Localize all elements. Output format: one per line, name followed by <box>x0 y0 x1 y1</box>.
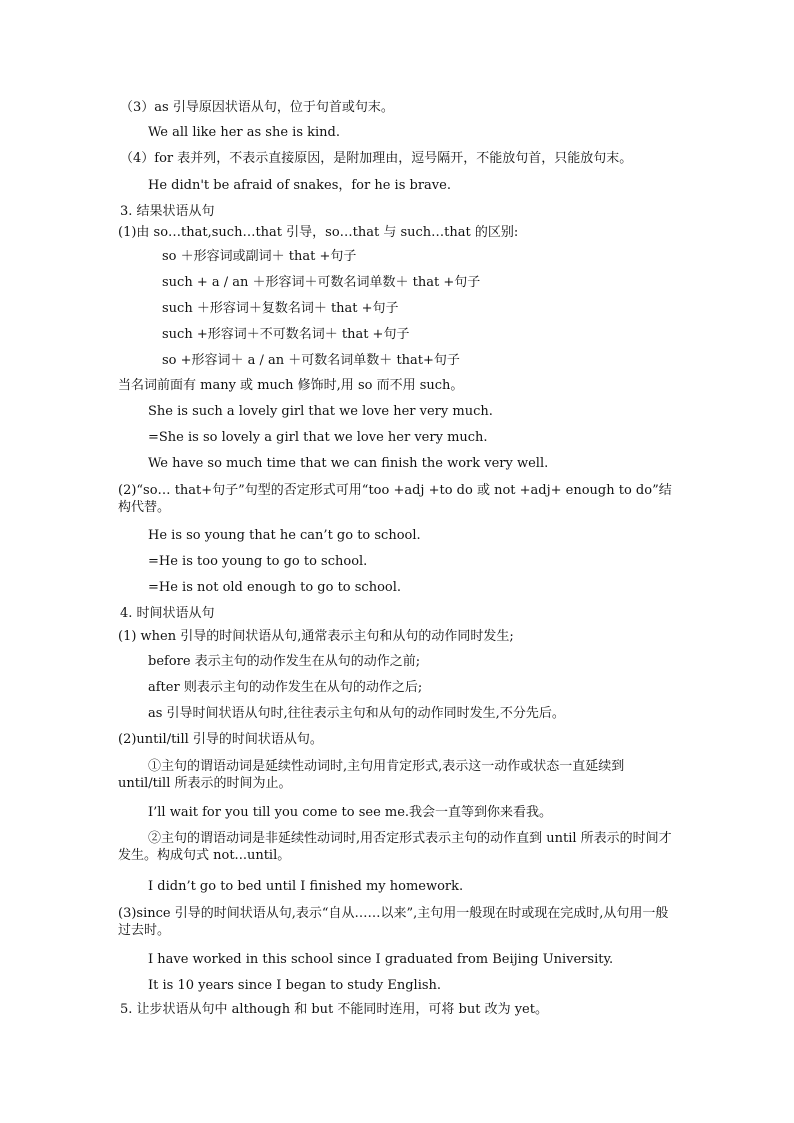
section-heading: 3. 结果状语从句 <box>120 204 215 219</box>
text-paragraph: (3)since 引导的时间状语从句,表示“自从……以来”,主句用一般现在时或现在完成时,从句用一般过去时。 <box>118 906 669 938</box>
example-sentence: We all like her as she is kind. <box>148 125 341 140</box>
example-sentence: I have worked in this school since I graduated from Beijing University. <box>148 952 614 967</box>
text-line: 当名词前面有 many 或 much 修饰时,用 so 而不用 such。 <box>118 378 464 393</box>
section-heading: 5. 让步状语从句中 although 和 but 不能同时连用，可将 but 改为 yet。 <box>120 1002 548 1017</box>
text-line: (2)until/till 引导的时间状语从句。 <box>118 732 323 747</box>
text-line: (1) when 引导的时间状语从句,通常表示主句和从句的动作同时发生; <box>118 629 514 644</box>
example-sentence: =He is not old enough to go to school. <box>148 580 402 595</box>
formula-line: such +形容词＋不可数名词＋ that +句子 <box>162 327 410 342</box>
example-sentence: I’ll wait for you till you come to see me.我会一直等到你来看我。 <box>148 805 553 820</box>
example-sentence: He is so young that he can’t go to school. <box>148 528 421 543</box>
text-line: （4）for 表并列，不表示直接原因，是附加理由，逗号隔开，不能放句首，只能放句末。 <box>120 151 633 166</box>
text-line: （3）as 引导原因状语从句，位于句首或句末。 <box>120 100 394 115</box>
text-paragraph: ②主句的谓语动词是非延续性动词时,用否定形式表示主句的动作直到 until 所表示的时间才发生。构成句式 not...until。 <box>118 831 672 863</box>
example-sentence: =He is too young to go to school. <box>148 554 368 569</box>
text-line: before 表示主句的动作发生在从句的动作之前; <box>148 654 421 669</box>
example-sentence: He didn't be afraid of snakes，for he is brave. <box>148 178 451 193</box>
example-sentence: I didn’t go to bed until I finished my homework. <box>148 879 464 894</box>
formula-line: such ＋形容词＋复数名词＋ that +句子 <box>162 301 399 316</box>
example-sentence: It is 10 years since I began to study English. <box>148 978 442 993</box>
text-paragraph: ①主句的谓语动词是延续性动词时,主句用肯定形式,表示这一动作或状态一直延续到 until/till 所表示的时间为止。 <box>118 759 625 791</box>
text-line: after 则表示主句的动作发生在从句的动作之后; <box>148 680 423 695</box>
text-paragraph: (2)“so… that+句子”句型的否定形式可用“too +adj +to do 或 not +adj+ enough to do”结构代替。 <box>118 483 672 515</box>
example-sentence: She is such a lovely girl that we love her very much. <box>148 404 493 419</box>
formula-line: so ＋形容词或副词＋ that +句子 <box>162 249 357 264</box>
formula-line: such + a / an ＋形容词＋可数名词单数＋ that +句子 <box>162 275 481 290</box>
example-sentence: We have so much time that we can finish the work very well. <box>148 456 549 471</box>
formula-line: so +形容词＋ a / an ＋可数名词单数＋ that+句子 <box>162 353 460 368</box>
text-line: as 引导时间状语从句时,往往表示主句和从句的动作同时发生,不分先后。 <box>148 706 565 721</box>
section-heading: 4. 时间状语从句 <box>120 606 215 621</box>
example-sentence: =She is so lovely a girl that we love her very much. <box>148 430 488 445</box>
text-line: (1)由 so…that,such…that 引导，so…that 与 such…that 的区别: <box>118 225 519 240</box>
